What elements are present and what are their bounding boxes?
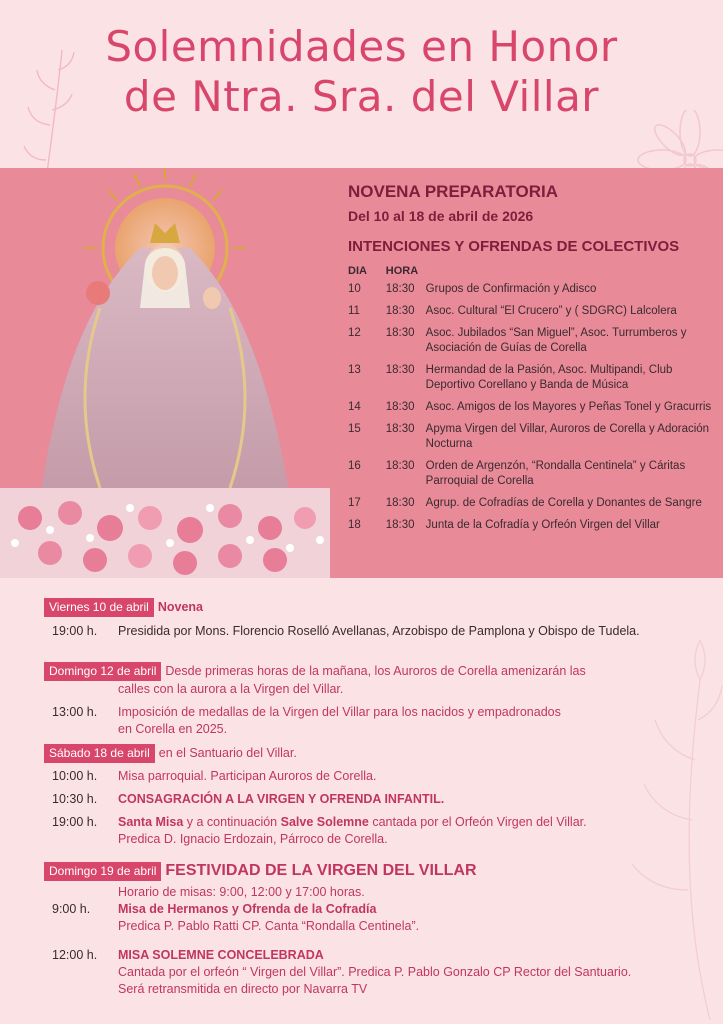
event-text: MISA SOLEMNE CONCELEBRADA bbox=[118, 948, 324, 962]
program-section bbox=[44, 598, 684, 998]
page-title bbox=[0, 22, 723, 122]
day-header-saturday bbox=[44, 744, 684, 763]
event-text-cont: Predica D. Ignacio Erdozain, Párroco de Corella. bbox=[118, 832, 388, 846]
cell-day: 17 bbox=[348, 497, 361, 509]
title-line-1: Solemnidades en Honor bbox=[105, 22, 618, 71]
cell-hour: 18:30 bbox=[385, 283, 415, 295]
event-time: 10:30 h. bbox=[52, 792, 98, 806]
event-text: Desde primeras horas de la mañana, los Auroros de Corella amenizarán las bbox=[165, 664, 586, 678]
novena-subheading: INTENCIONES Y OFRENDAS DE COLECTIVOS bbox=[348, 238, 680, 255]
table-row bbox=[348, 422, 713, 459]
event-time: 13:00 h. bbox=[52, 705, 98, 719]
cell-day: 15 bbox=[348, 423, 361, 435]
novena-dates: Del 10 al 18 de abril de 2026 bbox=[348, 208, 534, 224]
table-row bbox=[348, 304, 713, 326]
day-header-sunday-12 bbox=[44, 662, 684, 681]
event-time: 19:00 h. bbox=[52, 624, 98, 638]
event-text-cont: Predica P. Pablo Ratti CP. Canta “Rondalla Centinela”. bbox=[118, 919, 420, 933]
table-row bbox=[348, 518, 713, 540]
event-text bbox=[118, 814, 684, 831]
cell-day: 12 bbox=[348, 327, 361, 339]
flowers-base bbox=[0, 488, 330, 578]
cell-day: 11 bbox=[348, 305, 360, 317]
col-hour: HORA bbox=[385, 265, 419, 277]
event-text-cont: Será retransmitida en directo por Navarra TV bbox=[118, 982, 368, 996]
event-label: en el Santuario del Villar. bbox=[158, 746, 297, 760]
event-row bbox=[44, 901, 684, 935]
cell-text: Hermandad de la Pasión, Asoc. Multipandi, Club Deportivo Corellano y Banda de Música bbox=[425, 364, 673, 391]
cell-hour: 18:30 bbox=[385, 364, 415, 376]
cell-text: Asoc. Jubilados “San Miguel”, Asoc. Turrumberos y Asociación de Guías de Corella bbox=[425, 327, 687, 354]
cell-hour: 18:30 bbox=[385, 401, 415, 413]
table-header bbox=[348, 265, 713, 282]
cell-text: Grupos de Confirmación y Adisco bbox=[425, 283, 597, 295]
cell-day: 18 bbox=[348, 519, 361, 531]
event-row bbox=[44, 623, 684, 640]
table-row bbox=[348, 363, 713, 400]
event-label: FESTIVIDAD DE LA VIRGEN DEL VILLAR bbox=[165, 862, 477, 879]
cell-day: 10 bbox=[348, 283, 361, 295]
event-time: 9:00 h. bbox=[52, 902, 91, 916]
event-time: 19:00 h. bbox=[52, 815, 98, 829]
cell-text: Asoc. Cultural “El Crucero” y ( SDGRC) Lalcolera bbox=[425, 305, 677, 317]
col-day: DIA bbox=[348, 265, 367, 277]
event-text-part: y a continuación bbox=[183, 815, 281, 829]
event-text: Misa de Hermanos y Ofrenda de la Cofradía bbox=[118, 902, 377, 916]
cell-text: Junta de la Cofradía y Orfeón Virgen del Villar bbox=[425, 519, 660, 531]
table-row bbox=[348, 459, 713, 496]
cell-text: Asoc. Amigos de los Mayores y Peñas Tonel y Gracurris bbox=[425, 401, 712, 413]
table-row bbox=[348, 326, 713, 363]
event-text-cont: calles con la aurora a la Virgen del Villar. bbox=[118, 682, 344, 696]
table-row bbox=[348, 282, 713, 304]
cell-hour: 18:30 bbox=[385, 327, 415, 339]
date-tag: Viernes 10 de abril bbox=[44, 598, 154, 617]
cell-text: Apyma Virgen del Villar, Auroros de Corella y Adoración Nocturna bbox=[425, 423, 710, 450]
cell-hour: 18:30 bbox=[385, 423, 415, 435]
cell-hour: 18:30 bbox=[385, 497, 415, 509]
novena-section bbox=[348, 182, 713, 540]
event-row bbox=[44, 947, 684, 998]
day-header-friday bbox=[44, 598, 684, 617]
event-text-bold: Santa Misa bbox=[118, 815, 184, 829]
intentions-table bbox=[348, 265, 713, 540]
event-row bbox=[44, 704, 684, 738]
date-tag: Domingo 12 de abril bbox=[44, 662, 161, 681]
event-text: CONSAGRACIÓN A LA VIRGEN Y OFRENDA INFANTIL. bbox=[118, 792, 445, 806]
event-text: Presidida por Mons. Florencio Roselló Avellanas, Arzobispo de Pamplona y Obispo de Tudela. bbox=[118, 624, 640, 638]
event-time: 10:00 h. bbox=[52, 769, 98, 783]
event-label: Novena bbox=[157, 600, 203, 614]
event-text: Misa parroquial. Participan Auroros de Corella. bbox=[118, 769, 377, 783]
date-tag: Domingo 19 de abril bbox=[44, 862, 161, 881]
event-time: 12:00 h. bbox=[52, 948, 98, 962]
table-row bbox=[348, 496, 713, 518]
virgin-statue-image bbox=[0, 168, 330, 578]
cell-day: 13 bbox=[348, 364, 361, 376]
day-header-sunday-19 bbox=[44, 862, 684, 881]
cell-text: Agrup. de Cofradías de Corella y Donantes de Sangre bbox=[425, 497, 702, 509]
rose-icon bbox=[86, 281, 110, 305]
event-row bbox=[44, 814, 684, 848]
novena-heading: NOVENA PREPARATORIA bbox=[348, 182, 559, 201]
cell-hour: 18:30 bbox=[385, 460, 415, 472]
event-row bbox=[44, 768, 684, 785]
event-text-bold: Salve Solemne bbox=[280, 815, 369, 829]
event-text-part: cantada por el Orfeón Virgen del Villar. bbox=[368, 815, 587, 829]
date-tag: Sábado 18 de abril bbox=[44, 744, 155, 763]
event-row bbox=[44, 791, 684, 808]
event-text-cont: Cantada por el orfeón “ Virgen del Villar”. Predica P. Pablo Gonzalo CP Rector del Santuario. bbox=[118, 965, 632, 979]
title-line-2: de Ntra. Sra. del Villar bbox=[123, 72, 600, 121]
cell-text: Orden de Argenzón, “Rondalla Centinela” y Cáritas Parroquial de Corella bbox=[425, 460, 686, 487]
event-text: Imposición de medallas de la Virgen del Villar para los nacidos y empadronados bbox=[118, 705, 561, 719]
cell-day: 16 bbox=[348, 460, 361, 472]
table-row bbox=[348, 400, 713, 422]
cell-hour: 18:30 bbox=[385, 305, 415, 317]
mass-schedule: Horario de misas: 9:00, 12:00 y 17:00 horas. bbox=[118, 885, 365, 899]
cell-day: 14 bbox=[348, 401, 361, 413]
cell-hour: 18:30 bbox=[385, 519, 415, 531]
event-text-cont: en Corella en 2025. bbox=[118, 722, 228, 736]
